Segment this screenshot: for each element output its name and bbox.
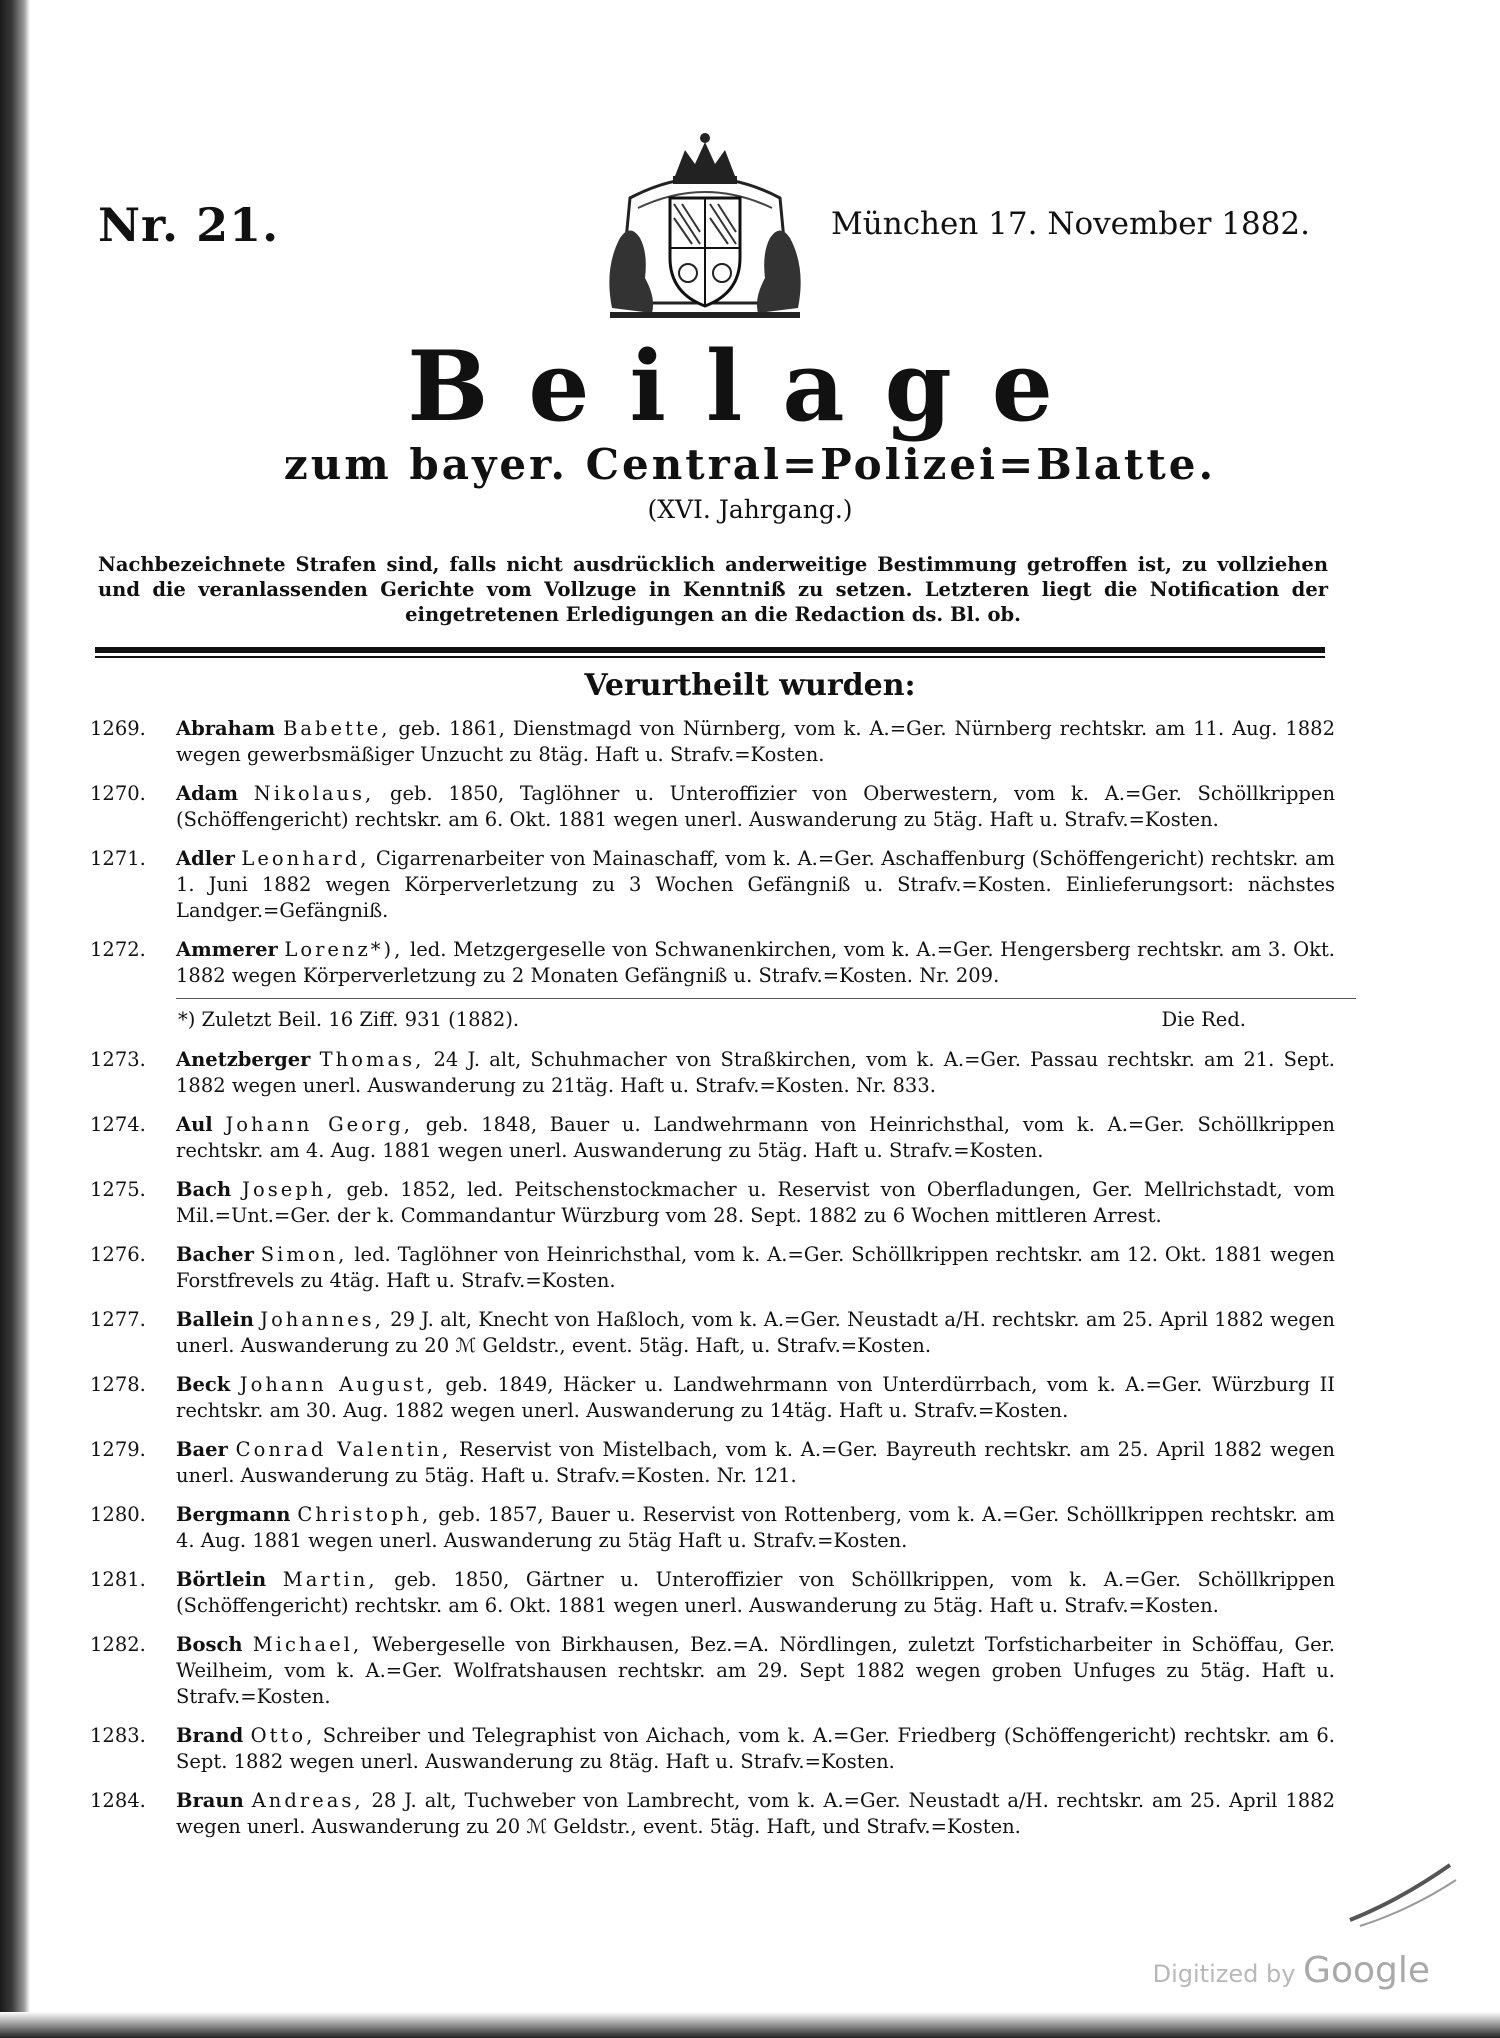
list-item bbox=[90, 1372, 1335, 1424]
entry-details: geb. 1848, Bauer u. Landwehrmann von Heinrichsthal, vom k. A.=Ger. Schöllkrippen rechtskr. am 4. Aug. 1881 wegen unerl. Auswanderung zu 5täg. Haft u. Strafv.=Kosten. bbox=[176, 1113, 1335, 1162]
entry-details: led. Taglöhner von Heinrichsthal, vom k. A.=Ger. Schöllkrippen rechtskr. am 12. Okt. 1881 wegen Forstfrevels zu 4täg. Haft u. Strafv.=Kosten. bbox=[176, 1243, 1335, 1292]
entry-details: Schreiber und Telegraphist von Aichach, vom k. A.=Ger. Friedberg (Schöffengericht) rechtskr. am 6. Sept. 1882 wegen unerl. Auswanderung zu 8täg. Haft u. Strafv.=Kosten. bbox=[176, 1724, 1335, 1773]
header-divider-thick bbox=[95, 647, 1325, 653]
entry-details: Webergeselle von Birkhausen, Bez.=A. Nördlingen, zuletzt Torfsticharbeiter in Schöffau, Ger. Weilheim, vom k. A.=Ger. Wolfratshausen rechtskr. am 29. Sept 1882 wegen groben Unfuges zu 5täg. Haft u. Strafv.=Kosten. bbox=[176, 1633, 1335, 1708]
list-item bbox=[90, 1177, 1335, 1229]
footnote-text: *) Zuletzt Beil. 16 Ziff. 931 (1882). bbox=[178, 1008, 520, 1031]
entry-surname: Abraham bbox=[176, 717, 276, 740]
entry-surname: Börtlein bbox=[176, 1568, 267, 1591]
list-item bbox=[90, 1502, 1335, 1554]
list-item bbox=[90, 1723, 1335, 1775]
entry-text bbox=[176, 937, 1335, 989]
entry-number: 1284. bbox=[90, 1789, 146, 1812]
entry-surname: Brand bbox=[176, 1724, 244, 1747]
entry-number: 1282. bbox=[90, 1633, 146, 1656]
entry-surname: Bosch bbox=[176, 1633, 243, 1656]
entry-given-name: Simon, bbox=[260, 1243, 348, 1266]
list-item bbox=[90, 1047, 1335, 1099]
entry-given-name: Leonhard, bbox=[241, 847, 370, 870]
entry-number: 1277. bbox=[90, 1308, 146, 1331]
entry-number: 1270. bbox=[90, 782, 146, 805]
entry-number: 1280. bbox=[90, 1503, 146, 1526]
entry-details: geb. 1857, Bauer u. Reservist von Rottenberg, vom k. A.=Ger. Schöllkrippen rechtskr. am 4. Aug. 1881 wegen unerl. Auswanderung zu 5täg Haft u. Strafv.=Kosten. bbox=[176, 1503, 1336, 1552]
entry-text bbox=[176, 1502, 1335, 1554]
list-item bbox=[90, 1112, 1335, 1164]
entry-number: 1281. bbox=[90, 1568, 146, 1591]
entry-text bbox=[176, 1567, 1335, 1619]
entry-given-name: Conrad Valentin, bbox=[235, 1438, 452, 1461]
bavarian-coat-of-arms-icon bbox=[590, 128, 820, 323]
entry-given-name: Babette, bbox=[283, 717, 391, 740]
entry-surname: Beck bbox=[176, 1373, 231, 1396]
entry-number: 1274. bbox=[90, 1113, 146, 1136]
list-item bbox=[90, 1437, 1335, 1489]
entry-text bbox=[176, 1788, 1335, 1840]
publication-date: München 17. November 1882. bbox=[831, 206, 1310, 242]
entry-given-name: Christoph, bbox=[297, 1503, 432, 1526]
editorial-notice: Nachbezeichnete Strafen sind, falls nicht ausdrücklich anderweitige Bestimmung getroffen ist, zu vollziehen und die veranlassenden Gerichte vom Vollzuge in Kenntniß zu setzen. Letzteren liegt die Notification der eingetretenen Erledigungen an die Redaction ds. Bl. ob. bbox=[98, 553, 1328, 626]
volume-label: (XVI. Jahrgang.) bbox=[647, 495, 853, 524]
entry-number: 1269. bbox=[90, 717, 146, 740]
entry-surname: Aul bbox=[176, 1113, 213, 1136]
issue-number: Nr. 21. bbox=[98, 198, 280, 252]
page-subtitle: zum bayer. Central=Polizei=Blatte. bbox=[283, 440, 1217, 489]
sentence-list bbox=[90, 716, 1335, 1853]
footnote-signature: Die Red. bbox=[1161, 1008, 1246, 1031]
entry-surname: Braun bbox=[176, 1789, 244, 1812]
entry-text bbox=[176, 1177, 1335, 1229]
scan-bottom-edge bbox=[0, 2012, 1500, 2038]
entry-number: 1275. bbox=[90, 1178, 146, 1201]
entry-text bbox=[176, 1632, 1335, 1710]
entry-surname: Adam bbox=[176, 782, 239, 805]
entry-text bbox=[176, 1723, 1335, 1775]
entry-given-name: Johann Georg, bbox=[225, 1113, 413, 1136]
entry-details: geb. 1850, Gärtner u. Unteroffizier von Schöllkrippen, vom k. A.=Ger. Schöllkrippen (Schöffengericht) rechtskr. am 6. Okt. 1881 wegen unerl. Auswanderung zu 5täg. Haft u. Strafv.=Kosten. bbox=[176, 1568, 1335, 1617]
entry-details: 24 J. alt, Schuhmacher von Straßkirchen, vom k. A.=Ger. Passau rechtskr. am 21. Sept. 1882 wegen unerl. Auswanderung zu 21täg. Haft u. Strafv.=Kosten. Nr. 833. bbox=[176, 1048, 1335, 1097]
entry-text bbox=[176, 1112, 1335, 1164]
entry-given-name: Johannes, bbox=[260, 1308, 384, 1331]
entry-surname: Bach bbox=[176, 1178, 232, 1201]
entry-number: 1276. bbox=[90, 1243, 146, 1266]
entry-details: Reservist von Mistelbach, vom k. A.=Ger. Bayreuth rechtskr. am 25. April 1882 wegen unerl. Auswanderung zu 5täg. Haft u. Strafv.=Kosten. Nr. 121. bbox=[176, 1438, 1335, 1487]
entry-given-name: Martin, bbox=[282, 1568, 378, 1591]
entry-text bbox=[176, 1047, 1335, 1099]
footnote-divider bbox=[176, 998, 1356, 999]
entry-text bbox=[176, 1372, 1335, 1424]
entry-details: Cigarrenarbeiter von Mainaschaff, vom k. A.=Ger. Aschaffenburg (Schöffengericht) rechtskr. am 1. Juni 1882 wegen Körperverletzung zu 3 Wochen Gefängniß u. Strafv.=Kosten. Einlieferungsort: nächstes Landger.=Gefängniß. bbox=[176, 847, 1336, 922]
entry-number: 1279. bbox=[90, 1438, 146, 1461]
entry-text bbox=[176, 1242, 1335, 1294]
entry-surname: Adler bbox=[176, 847, 235, 870]
watermark-prefix: Digitized by bbox=[1152, 1960, 1296, 1988]
entry-text bbox=[176, 846, 1335, 924]
entry-surname: Baer bbox=[176, 1438, 228, 1461]
entry-details: 28 J. alt, Tuchweber von Lambrecht, vom k. A.=Ger. Neustadt a/H. rechtskr. am 25. April 1882 wegen unerl. Auswanderung zu 20 ℳ Geldstr., event. 5täg. Haft, und Strafv.=Kosten. bbox=[176, 1789, 1335, 1838]
entry-text bbox=[176, 781, 1335, 833]
footnote bbox=[176, 1007, 1246, 1033]
entry-given-name: Joseph, bbox=[242, 1178, 336, 1201]
entry-details: led. Metzgergeselle von Schwanenkirchen, vom k. A.=Ger. Hengersberg rechtskr. am 3. Okt. 1882 wegen Körperverletzung zu 2 Monaten Gefängniß u. Strafv.=Kosten. Nr. 209. bbox=[176, 938, 1335, 987]
list-item bbox=[90, 846, 1335, 924]
entry-details: geb. 1849, Häcker u. Landwehrmann von Unterdürrbach, vom k. A.=Ger. Würzburg II rechtskr. am 30. Aug. 1882 wegen unerl. Auswanderung zu 14täg. Haft u. Strafv.=Kosten. bbox=[176, 1373, 1335, 1422]
entry-details: geb. 1850, Taglöhner u. Unteroffizier von Oberwestern, vom k. A.=Ger. Schöllkrippen (Schöffengericht) rechtskr. am 6. Okt. 1881 wegen unerl. Auswanderung zu 5täg. Haft u. Strafv.=Kosten. bbox=[176, 782, 1336, 831]
entry-number: 1278. bbox=[90, 1373, 146, 1396]
page-fold-mark bbox=[1340, 1860, 1460, 1930]
entry-number: 1283. bbox=[90, 1724, 146, 1747]
list-item bbox=[90, 1242, 1335, 1294]
entry-surname: Anetzberger bbox=[176, 1048, 311, 1071]
list-item bbox=[90, 1632, 1335, 1710]
entry-given-name: Andreas, bbox=[251, 1789, 364, 1812]
entry-surname: Bergmann bbox=[176, 1503, 291, 1526]
entry-given-name: Nikolaus, bbox=[253, 782, 375, 805]
entry-surname: Ammerer bbox=[176, 938, 278, 961]
list-item bbox=[90, 716, 1335, 768]
entry-text bbox=[176, 1437, 1335, 1489]
entry-text bbox=[176, 1307, 1335, 1359]
entry-given-name: Otto, bbox=[250, 1724, 316, 1747]
list-item bbox=[90, 937, 1335, 989]
entry-number: 1272. bbox=[90, 938, 146, 961]
entry-details: geb. 1861, Dienstmagd von Nürnberg, vom k. A.=Ger. Nürnberg rechtskr. am 11. Aug. 1882 wegen gewerbsmäßiger Unzucht zu 8täg. Haft u. Strafv.=Kosten. bbox=[176, 717, 1335, 766]
entry-given-name: Michael, bbox=[252, 1633, 363, 1656]
entry-given-name: Lorenz*), bbox=[284, 938, 404, 961]
entry-surname: Bacher bbox=[176, 1243, 254, 1266]
page-title: Beilage bbox=[407, 330, 1093, 443]
section-heading: Verurtheilt wurden: bbox=[584, 668, 916, 703]
list-item bbox=[90, 1788, 1335, 1840]
google-logo: Google bbox=[1303, 1950, 1430, 1991]
header-divider-thin bbox=[95, 656, 1325, 658]
entry-given-name: Thomas, bbox=[319, 1048, 425, 1071]
digitization-watermark bbox=[1153, 1950, 1430, 1991]
list-item bbox=[90, 781, 1335, 833]
entry-surname: Ballein bbox=[176, 1308, 254, 1331]
entry-given-name: Johann August, bbox=[239, 1373, 436, 1396]
entry-details: geb. 1852, led. Peitschenstockmacher u. Reservist von Oberfladungen, Ger. Mellrichstadt, vom Mil.=Unt.=Ger. der k. Commandantur Würzburg vom 28. Sept. 1882 zu 6 Wochen mittleren Arrest. bbox=[176, 1178, 1335, 1227]
entry-details: 29 J. alt, Knecht von Haßloch, vom k. A.=Ger. Neustadt a/H. rechtskr. am 25. April 1882 wegen unerl. Auswanderung zu 20 ℳ Geldstr., event. 5täg. Haft, u. Strafv.=Kosten. bbox=[176, 1308, 1335, 1357]
entry-number: 1271. bbox=[90, 847, 146, 870]
list-item bbox=[90, 1307, 1335, 1359]
entry-text bbox=[176, 716, 1335, 768]
entry-number: 1273. bbox=[90, 1048, 146, 1071]
list-item bbox=[90, 1567, 1335, 1619]
